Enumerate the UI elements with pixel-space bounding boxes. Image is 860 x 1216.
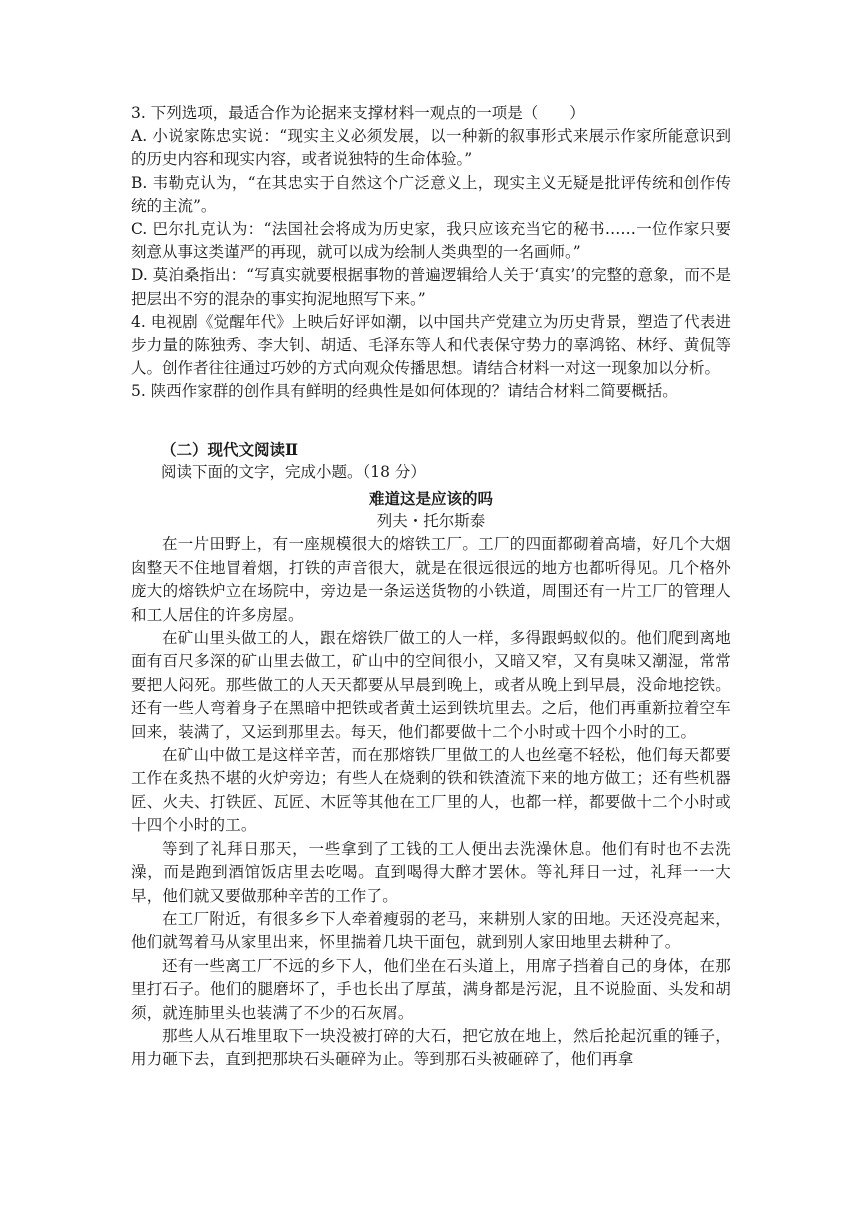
question-3-option-b: B. 韦勒克认为，“在其忠实于自然这个广泛意义上，现实主义无疑是批评传统和创作传统的主流”。 [131, 173, 731, 215]
section-block [131, 438, 731, 484]
article-paragraph-5: 在工厂附近，有很多乡下人牵着瘦弱的老马，来耕别人家的田地。天还没亮起来，他们就驾着马从家里出来，怀里揣着几块干面包，就到别人家田地里去耕种了。 [131, 909, 731, 952]
article-paragraph-4: 等到了礼拜日那天，一些拿到了工钱的工人便出去洗澡休息。他们有时也不去洗澡，而是跑到酒馆饭店里去吃喝。直到喝得大醉才罢休。等礼拜日一过，礼拜一一大早，他们就又要做那种辛苦的工作了。 [131, 839, 731, 905]
article-author: 列夫・托尔斯泰 [376, 512, 486, 531]
question-3-option-d: D. 莫泊桑指出：“写真实就要根据事物的普遍逻辑给人关于‘真实’的完整的意象，而不是把层出不穷的混杂的事实拘泥地照写下来。” [131, 266, 731, 308]
question-3-stem: 3. 下列选项，最适合作为论据来支撑材料一观点的一项是（ ） [131, 104, 585, 122]
article-paragraph-2: 在矿山里头做工的人，跟在熔铁厂做工的人一样，多得跟蚂蚁似的。他们爬到离地面有百尺多深的矿山里去做工，矿山中的空间很小，又暗又窄，又有臭味又潮湿，常常要把人闷死。那些做工的人天天都要从早晨到晚上，或者从晚上到早晨，没命地挖铁。还有一些人弯着身子在黑暗中把铁或者黄土运到铁坑里去。之后，他们再重新拉着空车回来，装满了，又运到那里去。每天，他们都要做十二个小时或十四个小时的工。 [131, 629, 731, 741]
question-4: 4. 电视剧《觉醒年代》上映后好评如潮，以中国共产党建立为历史背景，塑造了代表进步力量的陈独秀、李大钊、胡适、毛泽东等人和代表保守势力的辜鸿铭、林纾、黄侃等人。创作者往往通过巧妙的方式向观众传播思想。请结合材料一对这一现象加以分析。 [131, 312, 731, 378]
question-5: 5. 陕西作家群的创作具有鲜明的经典性是如何体现的？请结合材料二简要概括。 [131, 382, 678, 401]
section-intro: 阅读下面的文字，完成小题。（18 分） [161, 463, 426, 482]
article-block [131, 487, 731, 1072]
section-title: （二）现代文阅读Ⅱ [161, 440, 299, 459]
article-paragraph-3: 在矿山中做工是这样辛苦，而在那熔铁厂里做工的人也丝毫不轻松，他们每天都要工作在炙热不堪的火炉旁边；有些人在烧剩的铁和铁渣流下来的地方做工；还有些机器匠、火夫、打铁匠、瓦匠、木匠等其他在工厂里的人，也都一样，都要做十二个小时或十四个小时的工。 [131, 746, 731, 835]
article-paragraph-6: 还有一些离工厂不远的乡下人，他们坐在石头道上，用席子挡着自己的身体，在那里打石子。他们的腿磨坏了，手也长出了厚茧，满身都是污泥，且不说脸面、头发和胡须，就连肺里头也装满了不少的石灰屑。 [131, 956, 731, 1022]
article-title: 难道这是应该的吗 [368, 489, 493, 508]
question-3-option-c: C. 巴尔扎克认为：“法国社会将成为历史家，我只应该充当它的秘书……一位作家只要刻意从事这类谨严的再现，就可以成为绘制人类典型的一名画师。” [131, 220, 731, 262]
question-3-option-a: A. 小说家陈忠实说：“现实主义必须发展，以一种新的叙事形式来展示作家所能意识到的历史内容和现实内容，或者说独特的生命体验。” [131, 127, 731, 169]
article-paragraph-1: 在一片田野上，有一座规模很大的熔铁工厂。工厂的四面都砌着高墙，好几个大烟囱整天不住地冒着烟，打铁的声音很大，就是在很远很远的地方也都听得见。几个格外庞大的熔铁炉立在场院中，旁边是一条运送货物的小铁道，周围还有一片工厂的管理人和工人居住的许多房屋。 [131, 535, 731, 624]
article-paragraph-7: 那些人从石堆里取下一块没被打碎的大石，把它放在地上，然后抡起沉重的锤子，用力砸下去，直到把那块石头砸碎为止。等到那石头被砸碎了，他们再拿 [131, 1026, 731, 1069]
questions-block [131, 102, 731, 404]
